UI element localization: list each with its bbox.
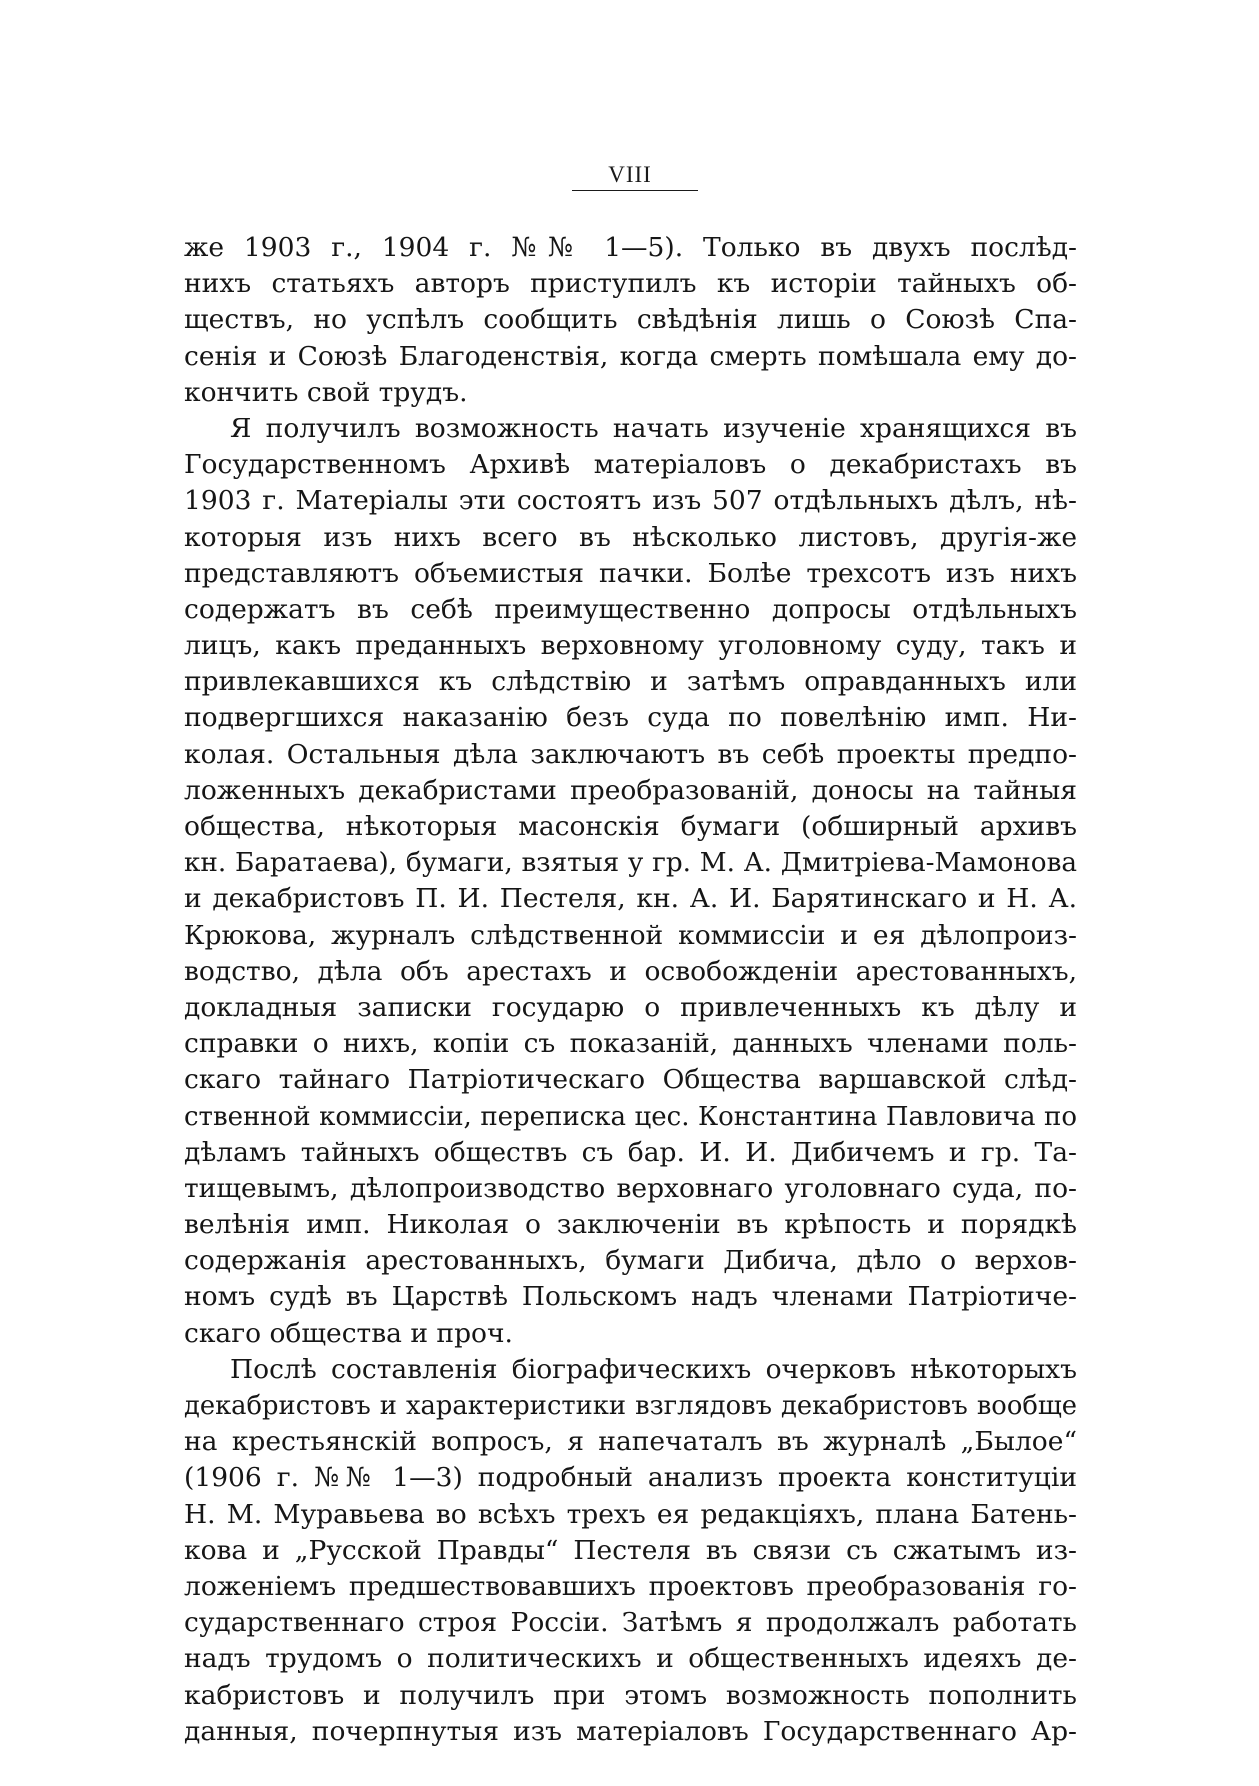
text-line: на крестьянскій вопросъ, я напечаталъ въ журналѣ „Былое“	[184, 1426, 1077, 1458]
text-line: сударственнаго строя Россіи. Затѣмъ я продолжалъ работать	[184, 1607, 1077, 1639]
text-line: колая. Остальныя дѣла заключаютъ въ себѣ проекты предпо-	[184, 738, 1077, 770]
text-line: Государственномъ Архивѣ матеріаловъ о декабристахъ въ	[184, 449, 1077, 481]
page-number: VIII	[608, 162, 652, 187]
text-line: (1906 г. №№ 1—3) подробный анализъ проекта конституціи	[184, 1462, 1077, 1494]
text-line: ственной коммиссіи, переписка цес. Константина Павловича по	[184, 1101, 1077, 1132]
text-line: содержанія арестованныхъ, бумаги Дибича, дѣло о верхов-	[184, 1245, 1077, 1277]
text-line: номъ судѣ въ Царствѣ Польскомъ надъ членами Патріотиче-	[184, 1281, 1077, 1313]
text-line: скаго тайнаго Патріотическаго Общества варшавской слѣд-	[184, 1064, 1077, 1096]
header-rule	[572, 190, 698, 191]
text-line: данныя, почерпнутыя изъ матеріаловъ Государственнаго Ар-	[184, 1715, 1077, 1747]
text-line: скаго общества и проч.	[184, 1317, 513, 1349]
text-line: 1903 г. Матеріалы эти состоятъ изъ 507 отдѣльныхъ дѣлъ, нѣ-	[184, 485, 1077, 517]
text-line: представляютъ объемистыя пачки. Болѣе трехсотъ изъ нихъ	[184, 557, 1077, 589]
text-line: Н. М. Муравьева во всѣхъ трехъ ея редакціяхъ, плана Батень-	[184, 1498, 1077, 1530]
text-line: ществъ, но успѣлъ сообщить свѣдѣнія лишь о Союзѣ Спа-	[184, 304, 1077, 336]
text-line: подвергшихся наказанію безъ суда по повелѣнію имп. Ни-	[184, 702, 1077, 734]
text-line: Крюкова, журналъ слѣдственной коммиссіи и ея дѣлопроиз-	[184, 919, 1077, 951]
text-line: нихъ статьяхъ авторъ приступилъ къ исторіи тайныхъ об-	[184, 268, 1077, 300]
text-line: ложенныхъ декабристами преобразованій, доносы на тайныя	[184, 774, 1077, 806]
text-line: которыя изъ нихъ всего въ нѣсколько листовъ, другія-же	[184, 521, 1077, 553]
text-line: кн. Баратаева), бумаги, взятыя у гр. М. А. Дмитріева-Мамонова	[184, 848, 1077, 879]
text-line: Я получилъ возможность начать изученіе хранящихся въ	[230, 412, 1077, 444]
text-line: лицъ, какъ преданныхъ верховному уголовному суду, такъ и	[184, 630, 1077, 662]
text-line: сенія и Союзѣ Благоденствія, когда смерть помѣшала ему до-	[184, 340, 1077, 372]
text-line: надъ трудомъ о политическихъ и общественныхъ идеяхъ де-	[184, 1643, 1077, 1675]
text-line: Послѣ составленія біографическихъ очерковъ нѣкоторыхъ	[230, 1353, 1077, 1385]
text-line: кова и „Русской Правды“ Пестеля въ связи съ сжатымъ из-	[184, 1534, 1077, 1566]
text-line: декабристовъ и характеристики взглядовъ декабристовъ вообще	[184, 1391, 1077, 1421]
text-line: велѣнія имп. Николая о заключеніи въ крѣпость и порядкѣ	[184, 1209, 1077, 1241]
text-line: же 1903 г., 1904 г. №№ 1—5). Только въ двухъ послѣд-	[184, 232, 1077, 263]
text-line: водство, дѣла объ арестахъ и освобожденіи арестованныхъ,	[184, 955, 1077, 987]
text-line: кончить свой трудъ.	[184, 376, 468, 408]
body-text	[184, 230, 1077, 1750]
text-line: дѣламъ тайныхъ обществъ съ бар. И. И. Дибичемъ и гр. Та-	[184, 1136, 1077, 1168]
text-line: кабристовъ и получилъ при этомъ возможность пополнить	[184, 1679, 1077, 1711]
text-line: содержатъ въ себѣ преимущественно допросы отдѣльныхъ	[184, 593, 1077, 625]
text-line: ложеніемъ предшествовавшихъ проектовъ преобразованія го-	[184, 1570, 1077, 1602]
text-line: справки о нихъ, копіи съ показаній, данныхъ членами поль-	[184, 1028, 1077, 1060]
text-line: докладныя записки государю о привлеченныхъ къ дѣлу и	[184, 991, 1077, 1023]
text-line: привлекавшихся къ слѣдствію и затѣмъ оправданныхъ или	[184, 666, 1077, 698]
text-line: и декабристовъ П. И. Пестеля, кн. А. И. Барятинскаго и Н. А.	[184, 883, 1077, 915]
text-line: тищевымъ, дѣлопроизводство верховнаго уголовнаго суда, по-	[184, 1172, 1077, 1204]
text-line: общества, нѣкоторыя масонскія бумаги (обширный архивъ	[184, 811, 1077, 842]
